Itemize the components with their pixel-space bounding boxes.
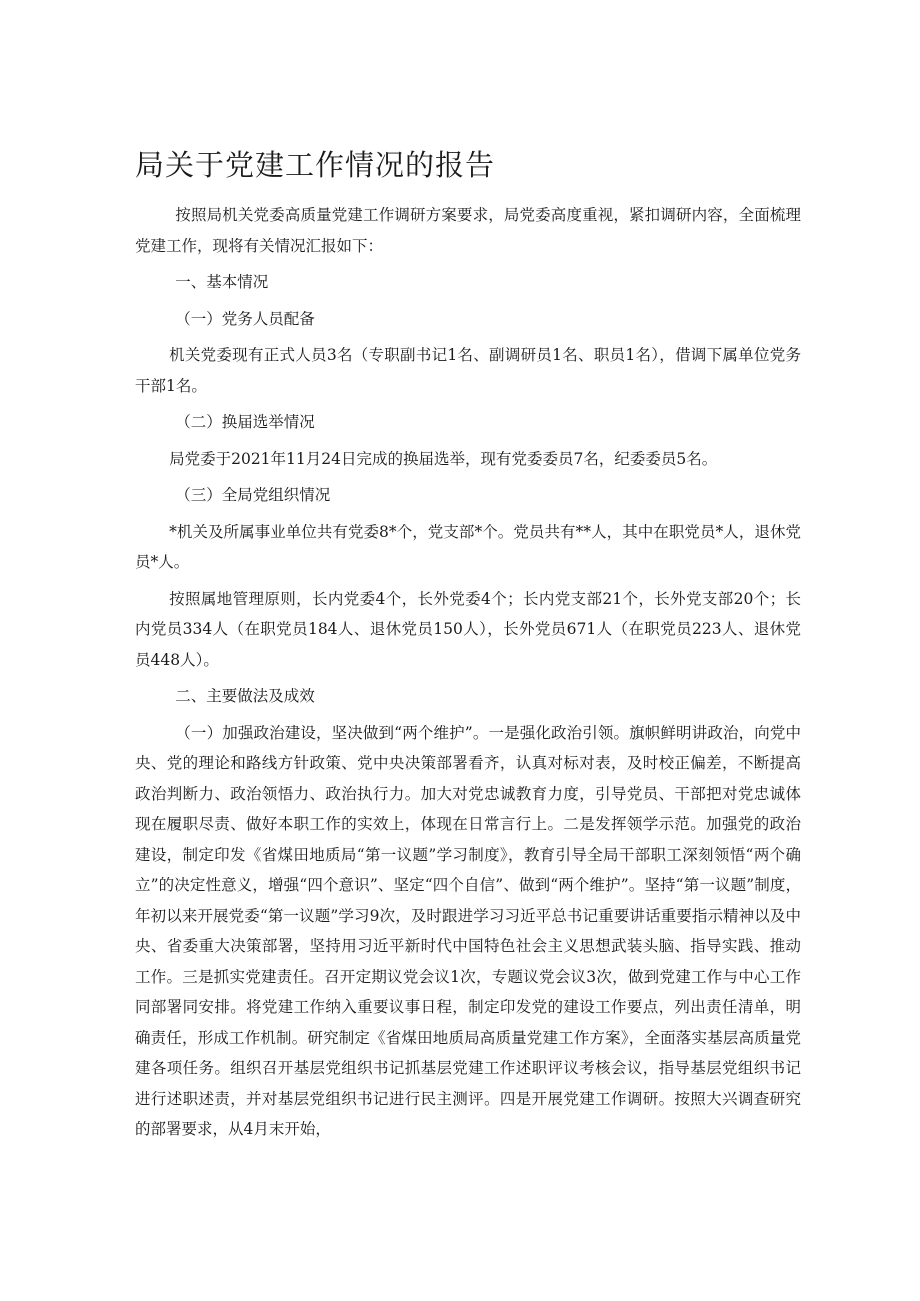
paragraph-staff: 机关党委现有正式人员3名（专职副书记1名、副调研员1名、职员1名），借调下属单位党务干部1名。: [135, 346, 801, 395]
section-heading-practices: 二、主要做法及成效: [175, 687, 315, 705]
paragraph-election: 局党委于2021年11月24日完成的换届选举，现有党委委员7名，纪委委员5名。: [169, 449, 718, 468]
paragraph-organizations: *机关及所属事业单位共有党委8*个，党支部*个。党员共有**人，其中在职党员*人，退休党员*人。: [135, 522, 801, 571]
intro-paragraph: 按照局机关党委高质量党建工作调研方案要求，局党委高度重视，紧扣调研内容，全面梳理党建工作，现将有关情况汇报如下：: [135, 206, 801, 255]
document-body: [135, 200, 801, 1145]
section-heading-basic: 一、基本情况: [175, 273, 269, 291]
subsection-heading-staff: （一）党务人员配备: [175, 309, 315, 328]
paragraph-political-building: （一）加强政治建设，坚决做到“两个维护”。一是强化政治引领。旗帜鲜明讲政治，向党中央、党的理论和路线方针政策、党中央决策部署看齐，认真对标对表，及时校正偏差，不断提高政治判断力、政治领悟力、政治执行力。加大对党忠诚教育力度，引导党员、干部把对党忠诚体现在履职尽责、做好本职工作的实效上，体现在日常言行上。二是发挥领学示范。加强党的政治建设，制定印发《省煤田地质局“第一议题”学习制度》，教育引导全局干部职工深刻领悟“两个确立”的决定性意义，增强“四个意识”、坚定“四个自信”、做到“两个维护”。坚持“第一议题”制度，年初以来开展党委“第一议题”学习9次，及时跟进学习习近平总书记重要讲话重要指示精神以及中央、省委重大决策部署，坚持用习近平新时代中国特色社会主义思想武装头脑、指导实践、推动工作。三是抓实党建责任。召开定期议党会议1次，专题议党会议3次，做到党建工作与中心工作同部署同安排。将党建工作纳入重要议事日程，制定印发党的建设工作要点，列出责任清单，明确责任，形成工作机制。研究制定《省煤田地质局高质量党建工作方案》，全面落实基层高质量党建各项任务。组织召开基层党组织书记抓基层党建工作述职评议考核会议，指导基层党组织书记进行述职述责，并对基层党组织书记进行民主测评。四是开展党建工作调研。按照大兴调查研究的部署要求，从4月末开始，: [135, 723, 801, 1138]
paragraph-territorial: 按照属地管理原则，长内党委4个，长外党委4个；长内党支部21个，长外党支部20个；长内党员334人（在职党员184人、退休党员150人），长外党员671人（在职党员223人、退休党员448人）。: [135, 589, 801, 669]
subsection-heading-election: （二）换届选举情况: [175, 413, 315, 431]
document-title: 局关于党建工作情况的报告: [135, 148, 496, 182]
subsection-heading-organizations: （三）全局党组织情况: [175, 486, 331, 504]
